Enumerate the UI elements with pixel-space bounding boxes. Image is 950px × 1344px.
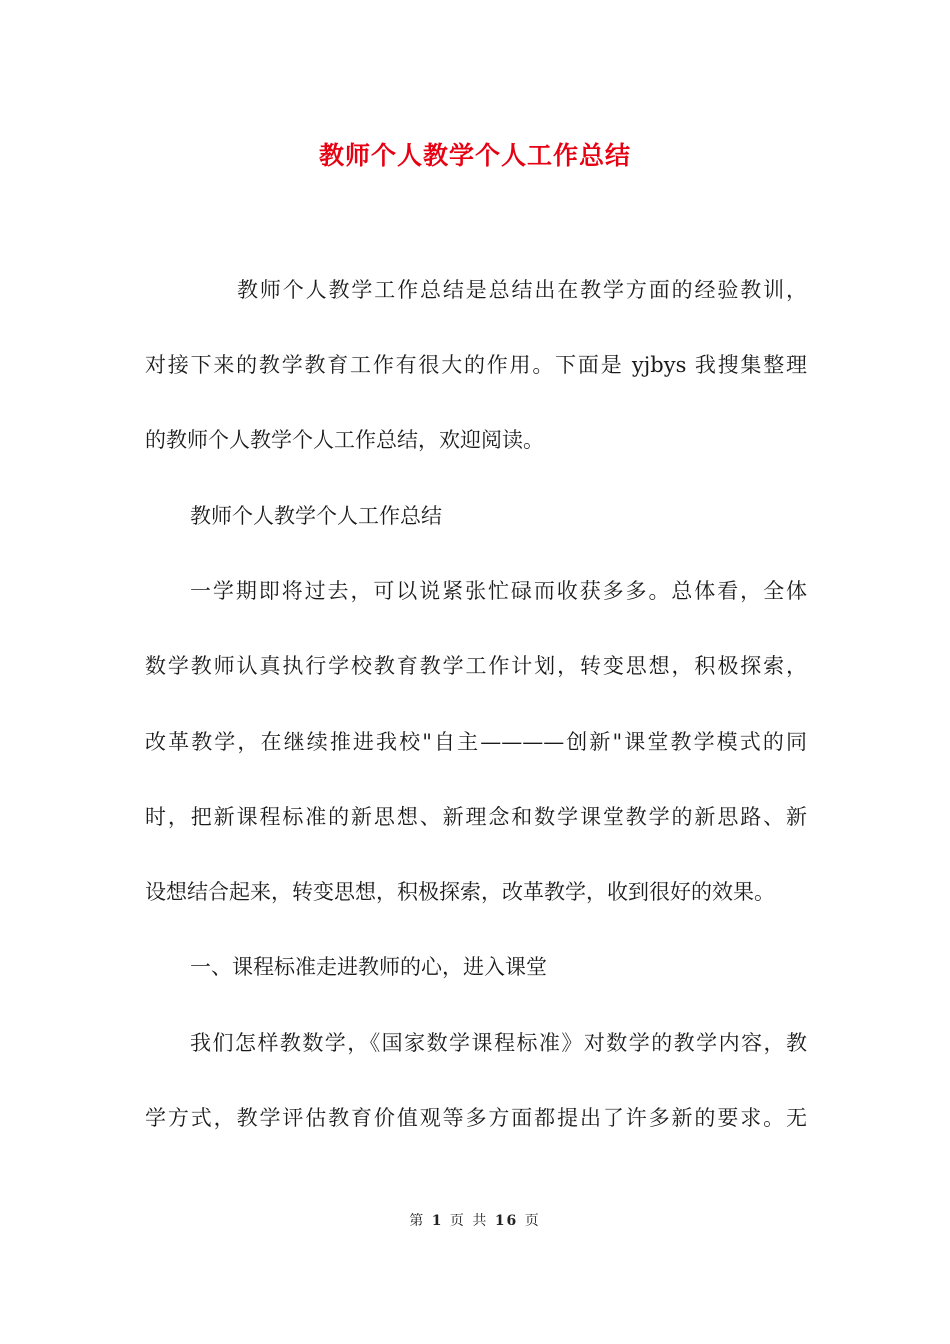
paragraph-line: 我们怎样教数学，《国家数学课程标准》对数学的教学内容，教 [190, 1031, 807, 1055]
paragraph-line: 学方式，教学评估教育价值观等多方面都提出了许多新的要求。无 [145, 1106, 807, 1130]
footer-suffix: 页 [524, 1213, 541, 1229]
footer-prefix: 第 [409, 1213, 426, 1229]
document-title: 教师个人教学个人工作总结 [318, 141, 631, 170]
section-heading: 一、课程标准走进教师的心，进入课堂 [190, 955, 547, 979]
paragraph-line: 教师个人教学工作总结是总结出在教学方面的经验教训， [237, 278, 807, 302]
paragraph-line: 改革教学，在继续推进我校"自主————创新"课堂教学模式的同 [145, 730, 807, 754]
paragraph-line: 对接下来的教学教育工作有很大的作用。下面是 yjbys 我搜集整理 [145, 353, 807, 377]
current-page-number: 1 [431, 1213, 444, 1229]
paragraph-line: 数学教师认真执行学校教育教学工作计划，转变思想，积极探索， [145, 654, 807, 678]
paragraph-line: 时，把新课程标准的新思想、新理念和数学课堂教学的新思路、新 [145, 805, 807, 829]
footer-middle: 页 共 [449, 1213, 489, 1229]
paragraph-line: 的教师个人教学个人工作总结，欢迎阅读。 [145, 428, 544, 452]
section-heading: 教师个人教学个人工作总结 [190, 504, 442, 528]
page-footer [0, 1210, 950, 1230]
total-page-count: 16 [494, 1213, 519, 1229]
paragraph-line: 一学期即将过去，可以说紧张忙碌而收获多多。总体看，全体 [190, 579, 807, 603]
paragraph-line: 设想结合起来，转变思想，积极探索，改革教学，收到很好的效果。 [145, 880, 775, 904]
